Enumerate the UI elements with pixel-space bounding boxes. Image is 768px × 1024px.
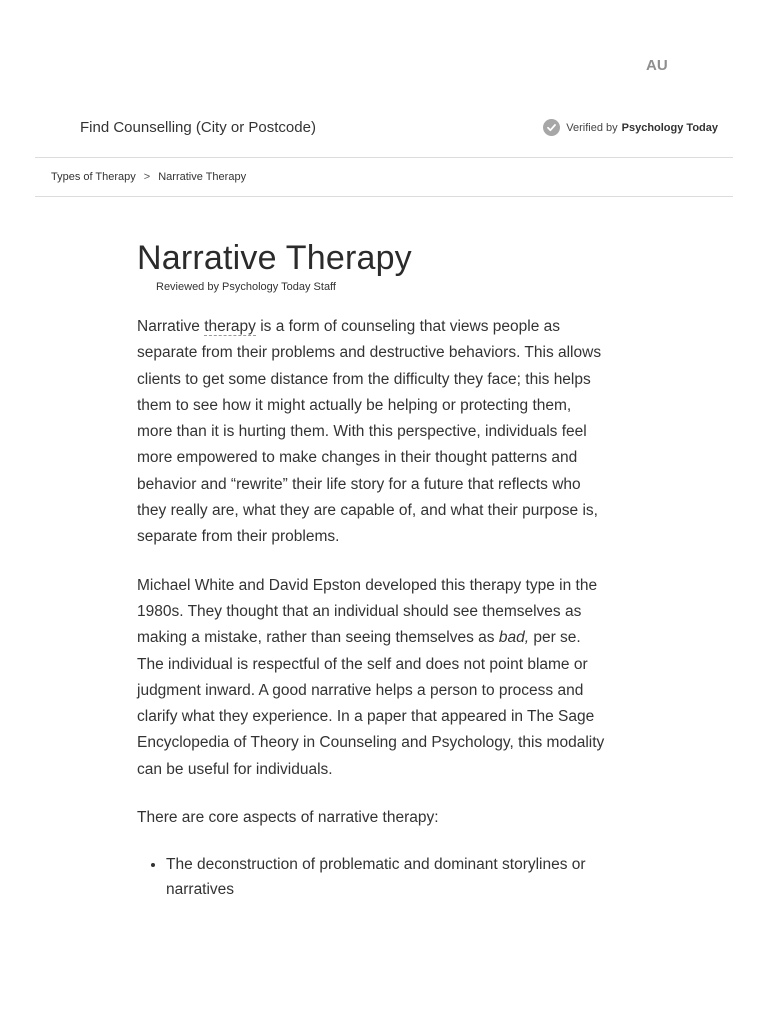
find-counselling-bar [0,104,768,156]
divider-bottom [35,196,733,197]
paragraph-history-rest: per se. The individual is respectful of the self and does not point blame or judgment inward. A good narrative helps a person to process and clarify what they experience. In a paper that appeared in The Sage Encyclopedia of Theory in Counseling and Psychology, this modality can be useful for individuals. [137,629,605,778]
paragraph-intro-start: Narrative [137,318,205,335]
check-circle-icon [543,119,560,136]
find-counselling-link[interactable]: Find Counselling (City or Postcode) [80,119,316,136]
paragraph-core-aspects: There are core aspects of narrative therapy: [137,809,439,827]
paragraph-history-start: Michael White and David Epston developed this therapy type in the 1980s. They thought that an individual should see themselves as making a mistake, rather than seeing themselves as [137,576,598,647]
paragraph-history-emphasis: bad, [498,629,530,647]
breadcrumb-item-types-of-therapy[interactable]: Types of Therapy [51,171,136,183]
region-selector[interactable]: AU [646,57,668,74]
verified-prefix: Verified by [566,121,618,134]
top-bar [0,0,768,100]
list-item: • The deconstruction of problematic and dominant storylines or narratives [166,852,607,902]
paragraph-history [137,573,607,783]
breadcrumb-item-narrative-therapy[interactable]: Narrative Therapy [158,171,247,183]
article [137,236,607,902]
breadcrumb [51,171,246,183]
therapy-term-link[interactable]: therapy [204,318,256,335]
paragraph-intro [137,314,607,551]
breadcrumb-separator: > [143,171,151,183]
verified-brand: Psychology Today [621,121,718,134]
reviewed-by: Reviewed by Psychology Today Staff [156,281,336,293]
page-title: Narrative Therapy [137,239,412,277]
verified-badge [543,119,718,136]
paragraph-intro-rest: is a form of counseling that views people as separate from their problems and destructive behaviors. This allows clients to get some distance from the difficulty they face; this helps them to see how it might actually be helping or protecting them, more than it is hurting them. With this perspective, individuals feel more empowered to make changes in their thought patterns and behavior and “rewrite” their life story for a future that reflects who they really are, what they are capable of, and what their purpose is, separate from their problems. [137,318,602,546]
divider-top [35,157,733,158]
core-aspects-list [137,852,607,902]
